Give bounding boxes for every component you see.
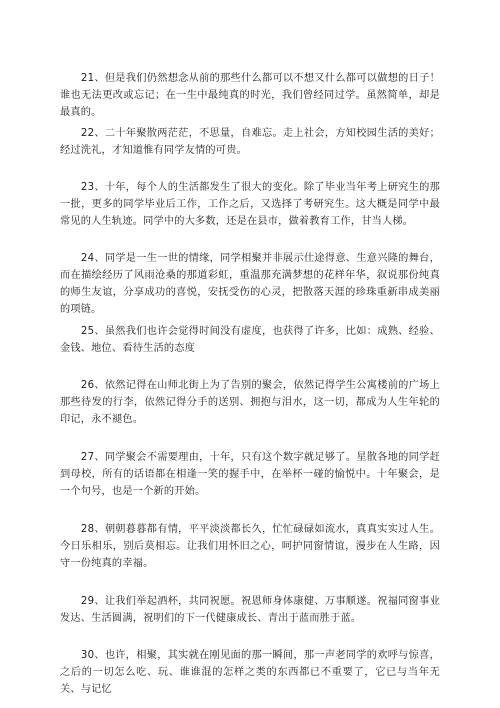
paragraph-29: 29、让我们举起酒杯，共同祝愿。祝恩师身体康健、万事顺遂。祝福同窗事业发达、生活圆满，祝明们的下一代健康成长、青出于蓝而胜于蓝。 — [60, 596, 440, 624]
paragraph-30: 30、也许，相聚，其实就在刚见面的那一瞬间，那一声老同学的欢呼与惊喜，之后的一切怎么吃、玩、谁谁混的怎样之类的东西都已不重要了，它已与当年无关、与记忆 — [60, 650, 440, 695]
paragraph-27: 27、同学聚会不需要理由，十年，只有这个数字就足够了。星散各地的同学赶到母校，所有的话语都在相逢一笑的握手中，在举杯一碰的愉悦中。十年聚会，是一个句号，也是一个新的开始。 — [60, 452, 440, 497]
paragraph-21: 21、但是我们仍然想念从前的那些什么都可以不想又什么都可以做想的日子！谁也无法更改或忘记；在一生中最纯真的时光，我们曾经同过学。虽然简单，却是最真的。 — [60, 73, 440, 118]
paragraph-23: 23、十年，每个人的生活都发生了很大的变化。除了毕业当年考上研究生的那一批，更多的同学毕业后工作，工作之后，又选择了考研究生。这大概是同学中最常见的人生轨迹。同学中的大多数，还是在县市，做着教育工作，甘当人梯。 — [60, 182, 440, 227]
paragraph-24: 24、同学是一生一世的情缘，同学相聚并非展示仕途得意、生意兴隆的舞台，而在描绘经历了风雨沧桑的那道彩虹，重温那充满梦想的花样年华，叙说那份纯真的师生友谊，分享成功的喜悦，安抚受伤的心灵，把散落天涯的珍珠重新串成美丽的项链。 — [60, 253, 440, 315]
paragraph-28: 28、朝朝暮暮都有情，平平淡淡都长久，忙忙碌碌如流水，真真实实过人生。今日乐相乐，别后莫相忘。让我们用怀旧之心，呵护同窗情谊，漫步在人生路，因守一份纯真的幸福。 — [60, 524, 440, 569]
paragraph-25: 25、虽然我们也许会觉得时间没有虚度，也获得了许多，比如：成熟、经验、金钱、地位、看待生活的态度 — [60, 326, 440, 354]
paragraph-22: 22、二十年聚散两茫茫，不思量，自难忘。走上社会，方知校园生活的美好；经过洗礼，才知道惟有同学友情的可贵。 — [60, 128, 440, 156]
paragraph-26: 26、依然记得在山师北街上为了告别的聚会，依然记得学生公寓楼前的广场上那些待发的行李，依然记得分手的送别、拥抱与泪水，这一切，都成为人生年轮的印记，永不褪色。 — [60, 380, 440, 425]
